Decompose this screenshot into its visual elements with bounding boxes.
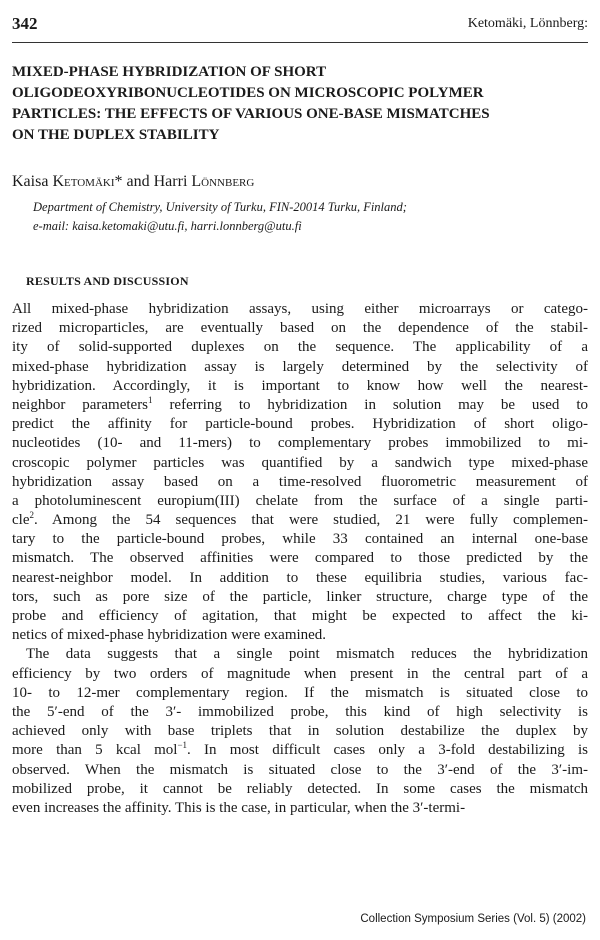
text-line: All mixed-phase hybridization assays, using either microarrays or catego-	[12, 301, 588, 317]
text-line: a photoluminescent europium(III) chelate from the surface of a single parti-	[12, 492, 588, 509]
reference-superscript: −1	[177, 741, 188, 751]
article-title	[12, 62, 582, 146]
page-header	[12, 14, 588, 40]
author-2-first-name: Harri	[153, 173, 188, 190]
paragraph-1	[12, 300, 588, 645]
author-1-last-name: Ketomäki	[52, 173, 115, 190]
paragraph-2	[12, 645, 588, 818]
author-2-last-name: Lönnberg	[191, 173, 255, 190]
text-line: hybridization assay based on a time-resolved fluorometric measurement of	[12, 473, 588, 490]
text-line: mismatch. The observed affinities were compared to those predicted by the	[12, 550, 588, 567]
body-text	[12, 300, 588, 818]
text-line: observed. When the mismatch is situated close to the 3′-end of the 3′-im-	[12, 761, 588, 778]
text-line: tors, such as pore size of the particle, linker structure, charge type of the	[12, 588, 588, 605]
corresponding-mark: *	[114, 173, 123, 190]
author-list	[12, 173, 254, 191]
running-head: Ketomäki, Lönnberg:	[467, 16, 588, 31]
text-line: even increases the affinity. This is the case, in particular, when the 3′-termi-	[12, 799, 466, 816]
title-line: MIXED-PHASE HYBRIDIZATION OF SHORT	[12, 64, 327, 80]
reference-superscript: 1	[148, 395, 153, 405]
text-line: rized microparticles, are eventually based on the dependence of the stabil-	[12, 320, 588, 337]
text-line: netics of mixed-phase hybridization were examined.	[12, 627, 327, 644]
text-line: cle$^2$. Among the 54 sequences that were studied, 21 were fully complemen-	[12, 511, 588, 529]
header-rule	[12, 42, 588, 43]
affiliation-line: Department of Chemistry, University of Turku, FIN-20014 Turku, Finland;	[33, 200, 407, 214]
section-heading: RESULTS AND DISCUSSION	[26, 274, 189, 288]
affiliation	[33, 198, 407, 236]
text-line: more than 5 kcal mol$^{-1}$. In most difficult cases only a 3-fold destabilizing is	[12, 741, 588, 759]
text-line: mixed-phase hybridization assay is largely determined by the selectivity of	[12, 358, 588, 375]
text-line: The data suggests that a single point mismatch reduces the hybridization	[26, 646, 588, 663]
text-line: efficiency by two orders of magnitude when present in the central part of a	[12, 665, 588, 682]
email-line: e-mail: kaisa.ketomaki@utu.fi, harri.lonnberg@utu.fi	[33, 219, 302, 233]
text-line: tary to the particle-bound probes, while 33 contained an internal one-base	[12, 531, 588, 548]
text-line: achieved only with base triplets that in solution destabilize the duplex by	[12, 723, 588, 740]
title-line: OLIGODEOXYRIBONUCLEOTIDES ON MICROSCOPIC POLYMER	[12, 85, 484, 101]
author-1-first-name: Kaisa	[12, 173, 49, 190]
text-line: hybridization. Accordingly, it is important to know how well the nearest-	[12, 377, 588, 394]
title-line: ON THE DUPLEX STABILITY	[12, 127, 220, 143]
reference-superscript: 2	[29, 511, 34, 521]
text-line: 10- to 12-mer complementary region. If the mismatch is situated close to	[12, 684, 588, 701]
text-line: predict the affinity for particle-bound probes. Hybridization of short oligo-	[12, 416, 588, 433]
text-line: nearest-neighbor model. In addition to these equilibria studies, various fac-	[12, 569, 588, 586]
text-line: neighbor parameters$^1$ referring to hybridization in solution may be used to	[12, 395, 588, 413]
page-number: 342	[12, 14, 38, 33]
page-footer: Collection Symposium Series (Vol. 5) (2002)	[360, 913, 586, 925]
text-line: the 5′-end of the 3′- immobilized probe, this kind of high selectivity is	[12, 703, 588, 720]
text-line: nucleotides (10- and 11-mers) to complementary probes immobilized to mi-	[12, 435, 588, 452]
text-line: probe and efficiency of agitation, that might be expected to affect the ki-	[12, 608, 588, 624]
title-line: PARTICLES: THE EFFECTS OF VARIOUS ONE-BASE MISMATCHES	[12, 106, 490, 122]
text-line: ity of solid-supported duplexes on the sequence. The applicability of a	[12, 339, 588, 356]
text-line: mobilized probe, it cannot be reliably detected. In some cases the mismatch	[12, 780, 588, 797]
text-line: croscopic polymer particles was quantified by a sandwich type mixed-phase	[12, 454, 588, 471]
author-conjunction: and	[126, 173, 150, 190]
